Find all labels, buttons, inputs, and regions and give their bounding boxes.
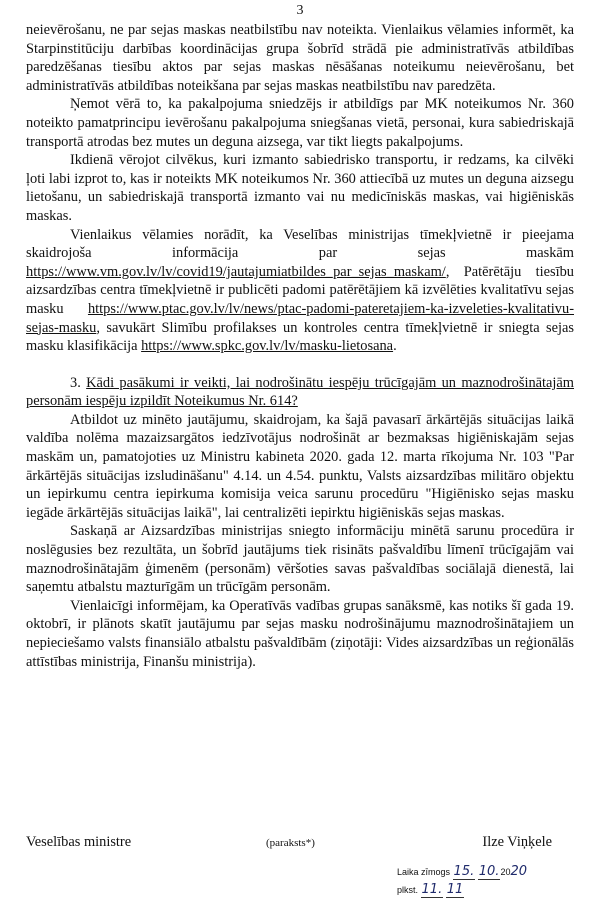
vm-link[interactable]: https://www.vm.gov.lv/lv/covid19/jautajumiatbildes_par_sejas_maskam/ bbox=[26, 263, 446, 280]
paragraph: Ikdienā vērojot cilvēkus, kuri izmanto sabiedrisko transportu, ir redzams, ka cilvēki ļoti labi izprot to, kas ir noteikts MK noteikumos Nr. 360 attiecībā uz mutes un deguna aizsegu lietošanu, un sabiedriskajā transportā izmanto vai nu medicīniskās maskas, vai higiēniskās maskas. bbox=[26, 152, 574, 224]
answer-paragraph: Vienlaicīgi informējam, ka Operatīvās vadības grupas sanāksmē, kas notiks šī gada 19. oktobrī, ir plānots skatīt jautājumu par sejas masku nodrošinājumu maznodrošinātajiem un nepieciešamo valsts finansiālo atbalstu pašvaldībām (ziņotāji: Vides aizsardzības un reģionālās attīstības ministrija, Finanšu ministrija). bbox=[26, 597, 574, 670]
spkc-link[interactable]: https://www.spkc.gov.lv/lv/masku-lietosana bbox=[141, 338, 394, 355]
stamp-year-suffix: 20 bbox=[510, 864, 527, 879]
paragraph-text: Vienlaikus vēlamies norādīt, ka Veselības ministrijas tīmekļvietnē ir pieejama skaidrojoša informācija par sejas maskām bbox=[26, 226, 574, 262]
paragraph-with-links bbox=[26, 226, 574, 356]
paragraph-text: , savukārt Slimību profilakses un kontroles centra tīmekļvietnē ir sniegta sejas masku klasifikācija bbox=[26, 319, 574, 355]
question-text: Kādi pasākumi ir veikti, lai nodrošinātu iespēju trūcīgajām un maznodrošinātajām personām iespēju izpildīt Noteikumus Nr. 614? bbox=[26, 374, 575, 410]
paragraph-text: , Patērētāju tiesību aizsardzības centra tīmekļvietnē ir publicēti padomi patērētājiem kā izvēlēties kvalitatīvu sejas masku bbox=[26, 263, 574, 317]
page-number: 3 bbox=[296, 3, 304, 18]
stamp-hour: 11. bbox=[421, 882, 443, 897]
stamp-day: 15. bbox=[453, 864, 475, 879]
answer-paragraph: Atbildot uz minēto jautājumu, skaidrojam, ka šajā pavasarī ārkārtējās situācijas laikā valdība nolēma mazaizsargātos iedzīvotājus nodrošināt ar bezmaksas higiēniskajām sejas maskām un, pamatojoties uz Ministru kabineta 2020. gada 12. marta rīkojuma Nr. 103 "Par ārkārtējās situācijas izsludināšanu" 4.14. un 4.54. punktu, Valsts aizsardzības militāro objektu un iepirkumu centra iepirkuma komisija veica sarunu procedūru "Higiēnisko sejas masku iegāde ārkārtējās situācijas laikā", lai centralizēti iepirktu higiēniskās sejas maskas. bbox=[26, 411, 574, 521]
document-body bbox=[26, 21, 574, 671]
stamp-year-prefix: 20 bbox=[500, 867, 511, 877]
stamp-minute: 11 bbox=[446, 882, 464, 897]
stamp-date-label: Laika zīmogs bbox=[397, 867, 451, 877]
stamp-time-label: plkst. bbox=[397, 885, 419, 895]
stamp-time-row bbox=[397, 882, 464, 897]
stamp-date-row bbox=[397, 864, 527, 879]
ptac-link[interactable]: https://www.ptac.gov.lv/lv/news/ptac-padomi-pateretajiem-ka-izveleties-kvalitativu-sejas-masku bbox=[26, 300, 574, 336]
paragraph: neievērošanu, ne par sejas maskas neatbilstību nav noteikta. Vienlaikus vēlamies informēt, ka Starpinstitūciju darbības koordinācijas grupa šobrīd strādā pie administratīvās atbildības paredzēšanas tiesību aktos par sejas maskas nēsāšanas noteikumu neievērošanu, bet administratīvās atbildības noteikšana par sejas maskas neatbilstību nav paredzēta. bbox=[26, 22, 574, 94]
signature-block bbox=[26, 834, 574, 854]
question-heading bbox=[26, 374, 574, 411]
paragraph-text: . bbox=[393, 338, 397, 355]
signatory-title: Veselības ministre bbox=[26, 834, 132, 850]
paragraph: Ņemot vērā to, ka pakalpojuma sniedzējs ir atbildīgs par MK noteikumos Nr. 360 noteikto pamatprincipu ievērošanu pakalpojuma sniegšanas vietā, personai, kura sabiedriskajā transportā atrodas bez mutes un deguna aizsega, var tikt liegts pakalpojums. bbox=[26, 96, 574, 150]
question-number: 3. bbox=[70, 374, 87, 391]
time-stamp bbox=[395, 862, 570, 900]
signatory-name: Ilze Viņķele bbox=[482, 834, 552, 850]
stamp-month: 10. bbox=[478, 864, 500, 879]
answer-paragraph: Saskaņā ar Aizsardzības ministrijas sniegto informāciju minētā sarunu procedūra ir noslēgusies bez rezultāta, un šobrīd jautājums tiek risināts pašvaldību līmenī trūcīgajām vai maznodrošinātajām ģimenēm (personām) vēršoties savas pašvaldības sociālajā dienestā, lai saņemtu atbalstu mazturīgām un trūcīgām personām. bbox=[26, 523, 574, 596]
signature-mark: (paraksts*) bbox=[266, 837, 315, 849]
